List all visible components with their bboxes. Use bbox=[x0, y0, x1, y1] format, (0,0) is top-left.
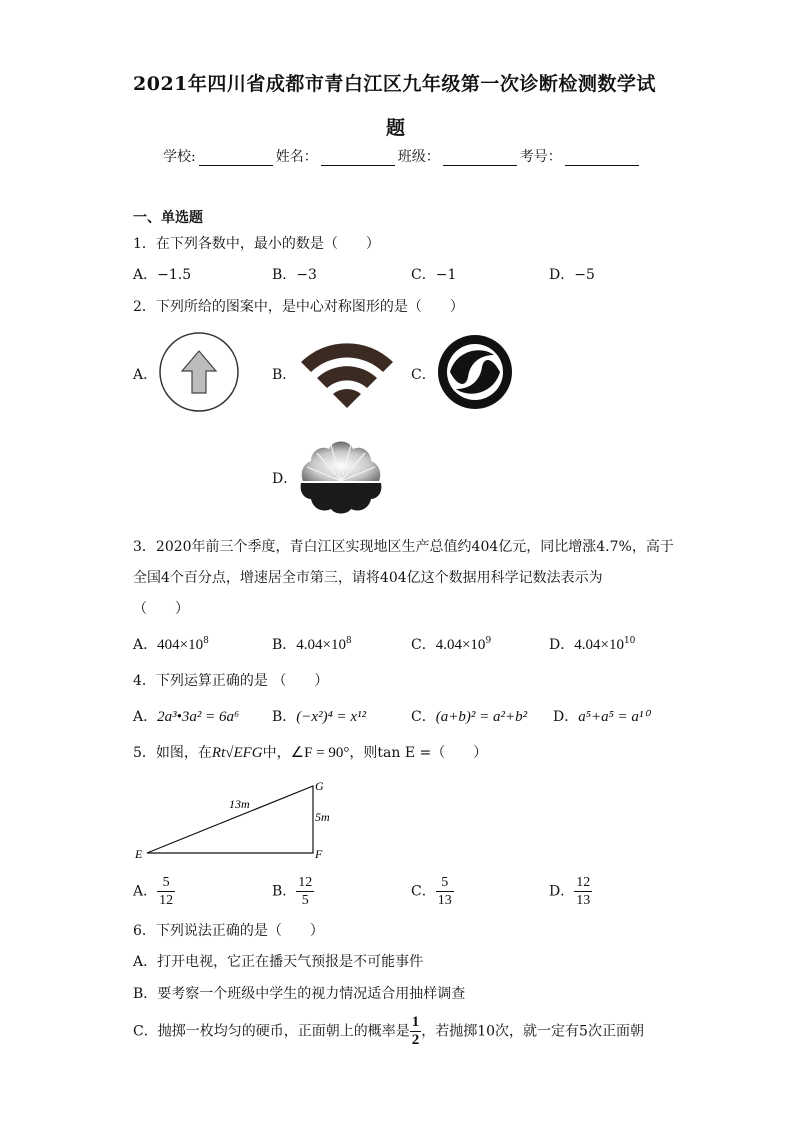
triangle-figure bbox=[133, 776, 343, 866]
option-coef: 4.04×10 bbox=[296, 637, 347, 653]
fraction bbox=[410, 1014, 422, 1049]
question-6-option-b: B．要考察一个班级中学生的视力情况适合用抽样调查 bbox=[133, 986, 466, 1002]
exam-number-blank[interactable] bbox=[565, 151, 639, 166]
option-label: C． bbox=[411, 883, 436, 900]
option-label: D． bbox=[549, 883, 575, 900]
side-label: 5m bbox=[315, 810, 330, 824]
option-exponent: 8 bbox=[346, 636, 352, 646]
fraction-numerator: 12 bbox=[298, 875, 313, 890]
stem-triangle: Rt√EFG bbox=[211, 745, 263, 761]
question-4-option-a bbox=[133, 706, 239, 726]
vertex-f-label: F bbox=[315, 847, 323, 861]
option-expression: (a+b)² = a²+b² bbox=[435, 709, 528, 725]
option-exponent: 10 bbox=[623, 636, 636, 646]
option-coef: 4.04×10 bbox=[574, 637, 624, 653]
exam-title-line1: 2021年四川省成都市青白江区九年级第一次诊断检测数学试 bbox=[133, 73, 656, 95]
question-3-stem-line3: （ ） bbox=[133, 601, 189, 617]
question-1-stem: 1．在下列各数中，最小的数是（ ） bbox=[133, 236, 380, 252]
question-5-stem bbox=[133, 742, 487, 762]
option-label: C． bbox=[411, 637, 436, 653]
option-exponent: 9 bbox=[485, 636, 492, 646]
vertex-e-label: E bbox=[135, 847, 143, 861]
option-coef: 404×10 bbox=[157, 637, 204, 653]
question-2-option-a-label: A． bbox=[133, 367, 158, 383]
option-text-suffix: ，若抛掷10次，就一定有5次正面朝 bbox=[421, 1023, 644, 1040]
option-exponent: 8 bbox=[203, 636, 209, 646]
fraction-denominator: 13 bbox=[437, 893, 452, 908]
arrow-circle-icon bbox=[158, 331, 240, 413]
question-1-option-d: D．−5 bbox=[549, 267, 595, 283]
option-label: D． bbox=[553, 709, 579, 725]
fraction bbox=[574, 874, 592, 909]
fraction-denominator: 2 bbox=[411, 1032, 420, 1048]
question-2-option-c-label: C． bbox=[411, 367, 436, 383]
vertex-g-label: G bbox=[315, 779, 324, 793]
fraction bbox=[296, 874, 314, 909]
question-2-stem: 2．下列所给的图案中，是中心对称图形的是（ ） bbox=[133, 299, 464, 315]
fraction-denominator: 12 bbox=[159, 893, 174, 908]
question-5-option-b bbox=[272, 874, 314, 909]
section-title: 一、单选题 bbox=[133, 210, 203, 226]
option-coef: 4.04×10 bbox=[435, 637, 486, 653]
fraction-denominator: 13 bbox=[576, 893, 591, 908]
option-label: D． bbox=[549, 637, 575, 653]
question-3-option-d bbox=[549, 634, 635, 654]
question-4-stem: 4．下列运算正确的是 （ ） bbox=[133, 673, 329, 689]
question-4-option-d bbox=[553, 706, 649, 726]
student-info-fields bbox=[163, 146, 642, 166]
exam-title-line2: 题 bbox=[386, 117, 406, 139]
fraction-denominator: 5 bbox=[301, 893, 309, 908]
option-label: B． bbox=[272, 883, 297, 900]
option-expression: (−x²)⁴ = x¹² bbox=[296, 709, 367, 725]
stem-suffix: ，则tan E =（ ） bbox=[349, 745, 488, 761]
fraction bbox=[157, 874, 175, 909]
option-label: B． bbox=[272, 637, 297, 653]
fraction-numerator: 1 bbox=[411, 1014, 420, 1030]
fraction-numerator: 5 bbox=[157, 874, 175, 892]
fraction-numerator: 12 bbox=[576, 875, 591, 890]
question-4-option-c bbox=[411, 706, 527, 726]
option-label: B． bbox=[272, 709, 297, 725]
option-label: C． bbox=[411, 709, 436, 725]
option-label: A． bbox=[133, 883, 158, 900]
question-2-option-d-label: D． bbox=[272, 471, 298, 487]
question-1-option-c: C．−1 bbox=[411, 267, 457, 283]
option-text-prefix: C．抛掷一枚均匀的硬币，正面朝上的概率是 bbox=[133, 1023, 410, 1040]
option-label: A． bbox=[133, 709, 158, 725]
stem-mid: 中， bbox=[262, 745, 291, 761]
question-3-stem-line2: 全国4个百分点，增速居全市第三，请将404亿这个数据用科学记数法表示为 bbox=[133, 570, 603, 586]
question-1-option-b: B．−3 bbox=[272, 267, 317, 283]
question-5-option-c bbox=[411, 874, 454, 909]
question-6-stem: 6．下列说法正确的是（ ） bbox=[133, 923, 324, 939]
question-3-option-b bbox=[272, 634, 352, 654]
stem-angle: ∠F = 90° bbox=[290, 745, 350, 761]
question-5-option-d bbox=[549, 874, 592, 909]
question-6-option-c bbox=[133, 1014, 644, 1049]
stem-prefix: 5．如图，在 bbox=[133, 745, 212, 761]
question-3-option-a bbox=[133, 634, 209, 654]
fraction-numerator: 5 bbox=[436, 874, 454, 892]
question-3-option-c bbox=[411, 634, 491, 654]
wifi-icon bbox=[297, 332, 397, 410]
question-5-option-a bbox=[133, 874, 175, 909]
question-3-stem-line1: 3．2020年前三个季度，青白江区实现地区生产总值约404亿元，同比增涨4.7%，高于 bbox=[133, 539, 674, 555]
class-label: 班级： bbox=[397, 149, 440, 165]
school-label: 学校: bbox=[163, 149, 196, 165]
exam-number-label: 考号： bbox=[519, 149, 562, 165]
circular-logo-icon bbox=[436, 333, 514, 411]
option-label: A． bbox=[133, 637, 158, 653]
question-4-option-b bbox=[272, 706, 366, 726]
fraction bbox=[436, 874, 454, 909]
question-6-option-a: A．打开电视，它正在播天气预报是不可能事件 bbox=[133, 954, 424, 970]
petrochina-logo-icon bbox=[297, 437, 385, 515]
hypotenuse-label: 13m bbox=[229, 797, 250, 811]
question-2-option-b-label: B． bbox=[272, 367, 297, 383]
class-blank[interactable] bbox=[443, 151, 517, 166]
name-blank[interactable] bbox=[321, 151, 395, 166]
option-expression: 2a³•3a² = 6a⁶ bbox=[157, 709, 240, 725]
question-1-option-a: A．−1.5 bbox=[133, 267, 192, 283]
name-label: 姓名： bbox=[275, 149, 318, 165]
option-expression: a⁵+a⁵ = a¹⁰ bbox=[578, 709, 650, 725]
school-blank[interactable] bbox=[199, 151, 273, 166]
